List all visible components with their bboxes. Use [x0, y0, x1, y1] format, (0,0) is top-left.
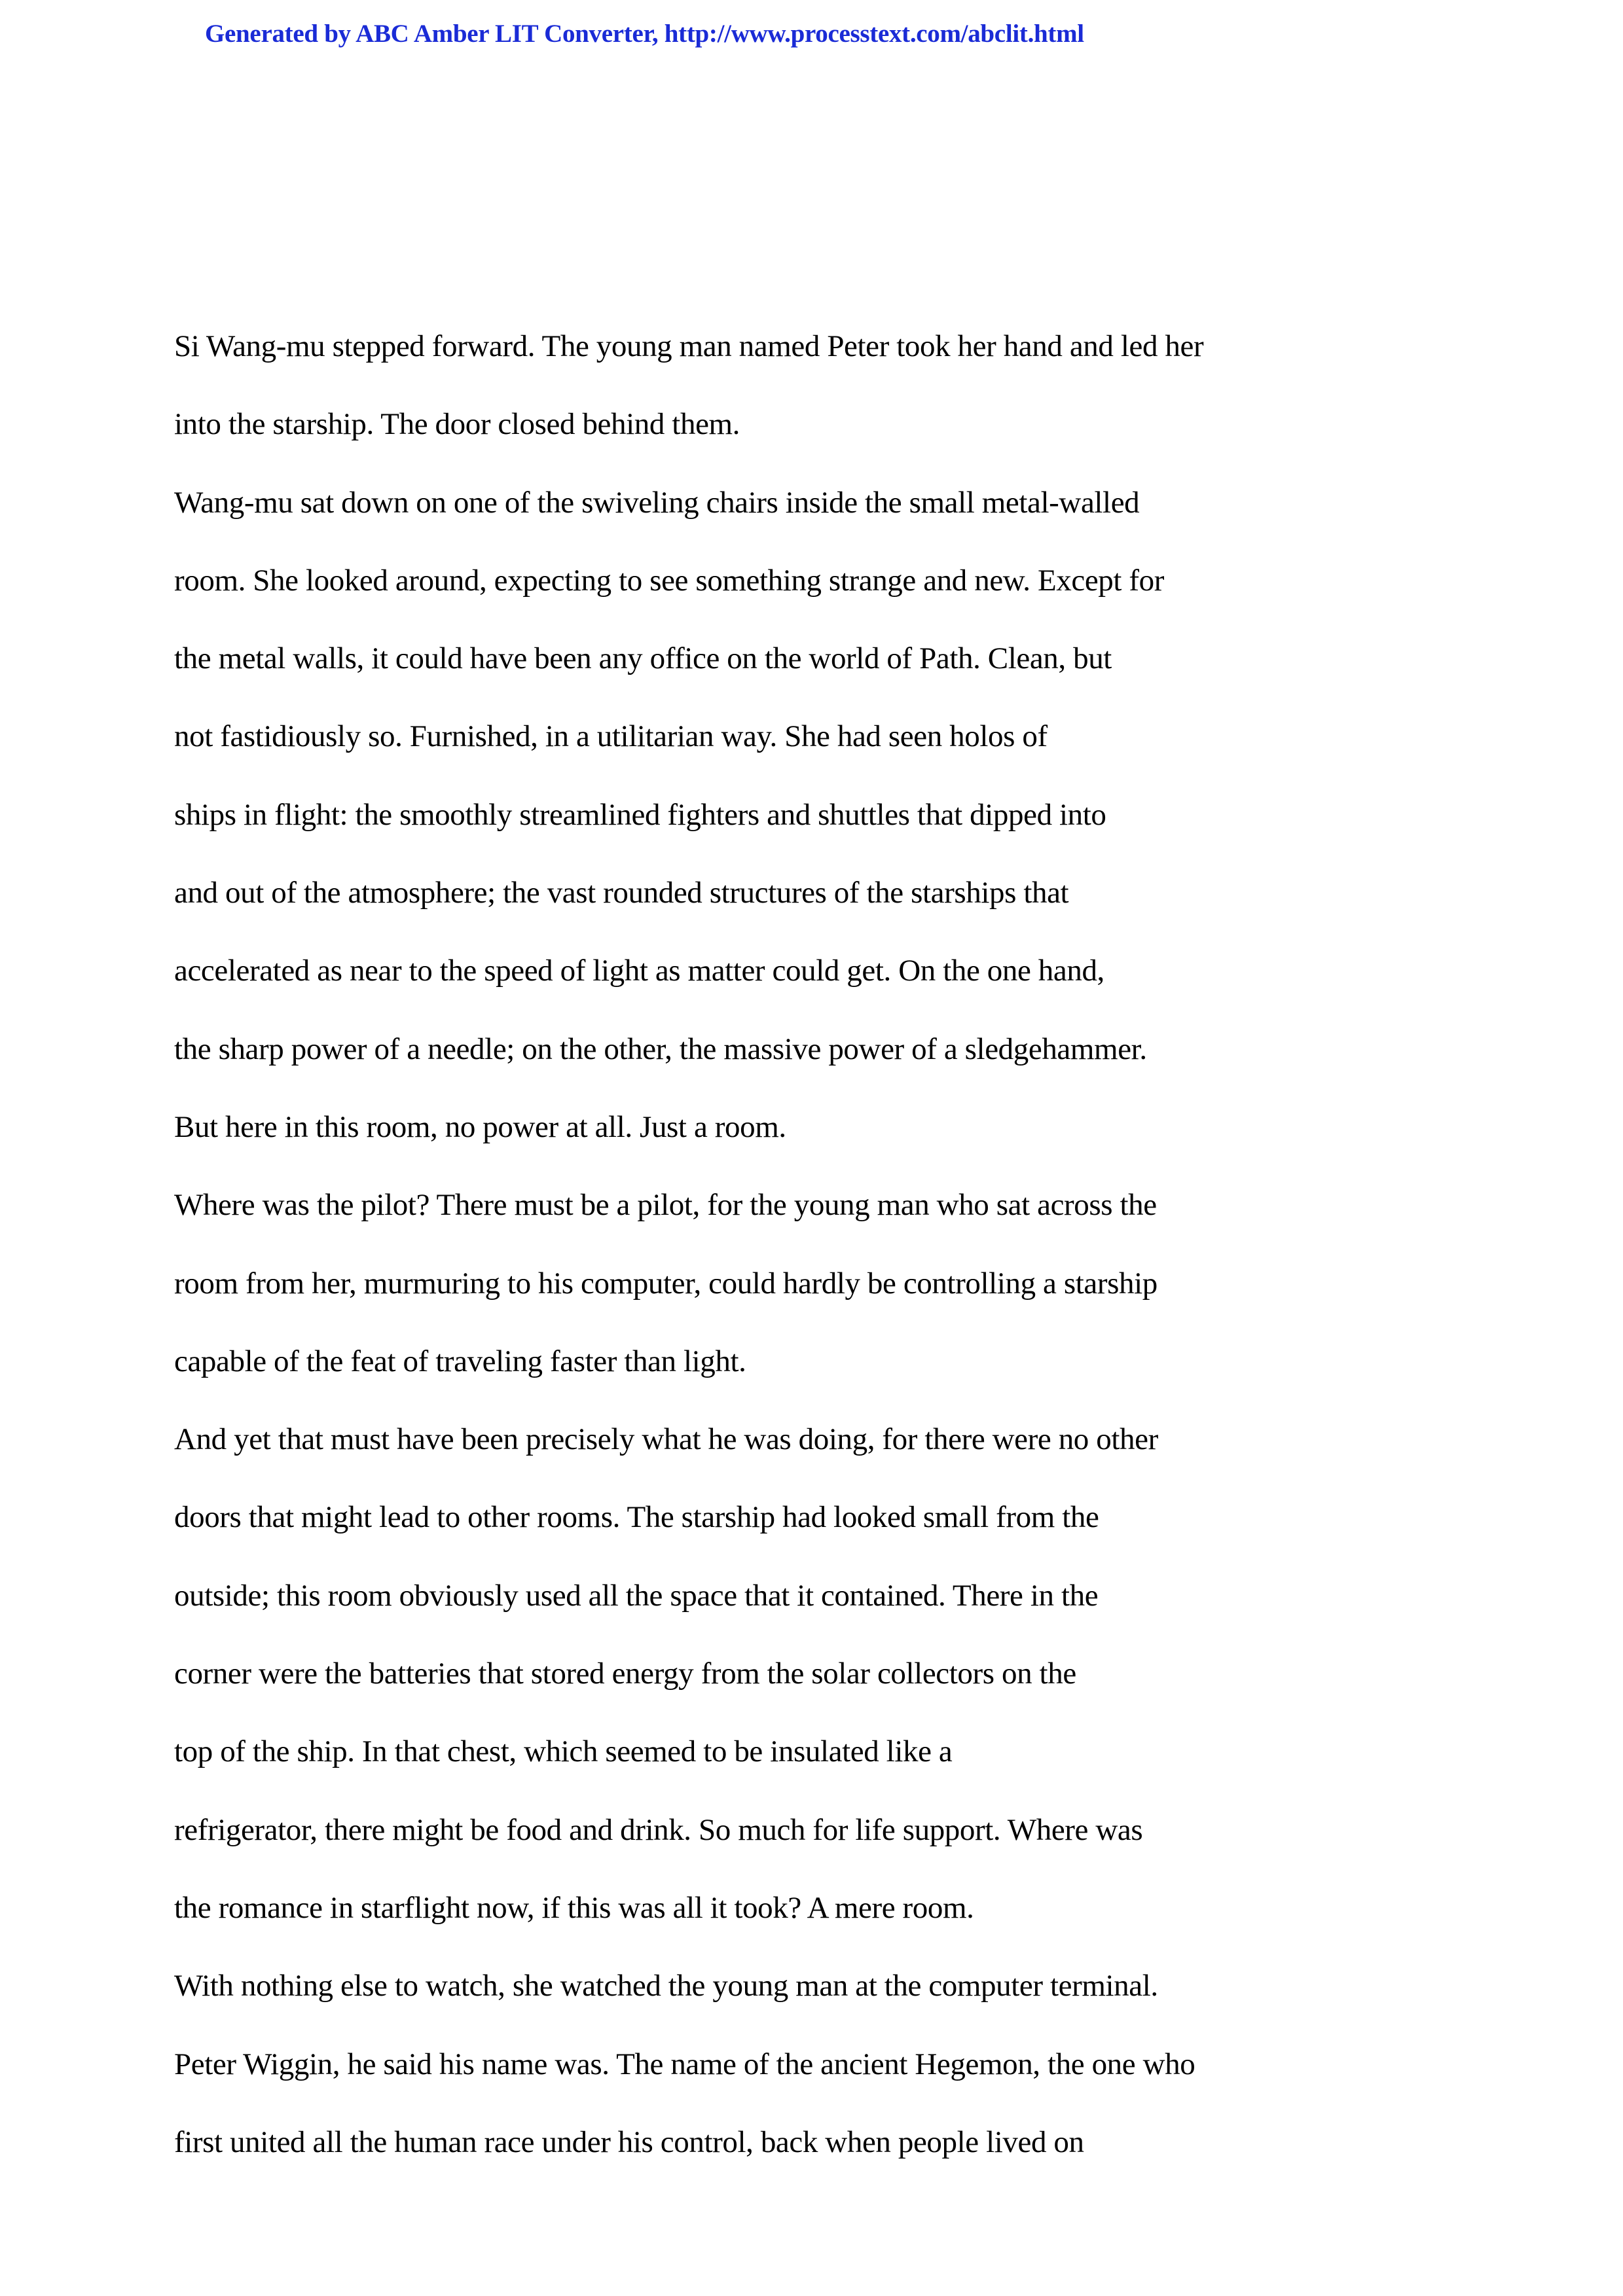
converter-header: Generated by ABC Amber LIT Converter, http://www.processtext.com/abclit.html: [205, 20, 1084, 48]
text-line: the romance in starflight now, if this was all it took? A mere room.: [174, 1890, 974, 1925]
text-line: capable of the feat of traveling faster than light.: [174, 1344, 746, 1378]
body-text: [174, 308, 1484, 2181]
text-line: room from her, murmuring to his computer, could hardly be controlling a starship: [174, 1266, 1158, 1300]
text-line: But here in this room, no power at all. Just a room.: [174, 1109, 786, 1144]
text-line: into the starship. The door closed behind them.: [174, 407, 740, 442]
text-line: ships in flight: the smoothly streamlined fighters and shuttles that dipped into: [174, 797, 1106, 832]
text-line: and out of the atmosphere; the vast rounded structures of the starships that: [174, 876, 1069, 910]
text-line: Peter Wiggin, he said his name was. The name of the ancient Hegemon, the one who: [174, 2047, 1195, 2081]
text-line: With nothing else to watch, she watched the young man at the computer terminal.: [174, 1969, 1158, 2003]
text-line: first united all the human race under his control, back when people lived on: [174, 2125, 1084, 2159]
text-line: accelerated as near to the speed of light as matter could get. On the one hand,: [174, 954, 1104, 988]
text-line: doors that might lead to other rooms. The starship had looked small from the: [174, 1500, 1099, 1535]
text-line: outside; this room obviously used all the space that it contained. There in the: [174, 1578, 1099, 1613]
text-line: not fastidiously so. Furnished, in a utilitarian way. She had seen holos of: [174, 719, 1048, 754]
text-line: corner were the batteries that stored energy from the solar collectors on the: [174, 1657, 1076, 1691]
text-line: the sharp power of a needle; on the other, the massive power of a sledgehammer.: [174, 1031, 1147, 1066]
text-line: refrigerator, there might be food and drink. So much for life support. Where was: [174, 1812, 1143, 1847]
text-line: the metal walls, it could have been any office on the world of Path. Clean, but: [174, 641, 1112, 676]
text-line: top of the ship. In that chest, which seemed to be insulated like a: [174, 1734, 953, 1769]
text-line: Si Wang-mu stepped forward. The young man named Peter took her hand and led her: [174, 329, 1204, 363]
text-line: room. She looked around, expecting to see something strange and new. Except for: [174, 563, 1165, 598]
text-line: Where was the pilot? There must be a pilot, for the young man who sat across the: [174, 1188, 1157, 1223]
text-line: And yet that must have been precisely what he was doing, for there were no other: [174, 1422, 1158, 1457]
text-line: Wang-mu sat down on one of the swiveling chairs inside the small metal-walled: [174, 485, 1140, 520]
